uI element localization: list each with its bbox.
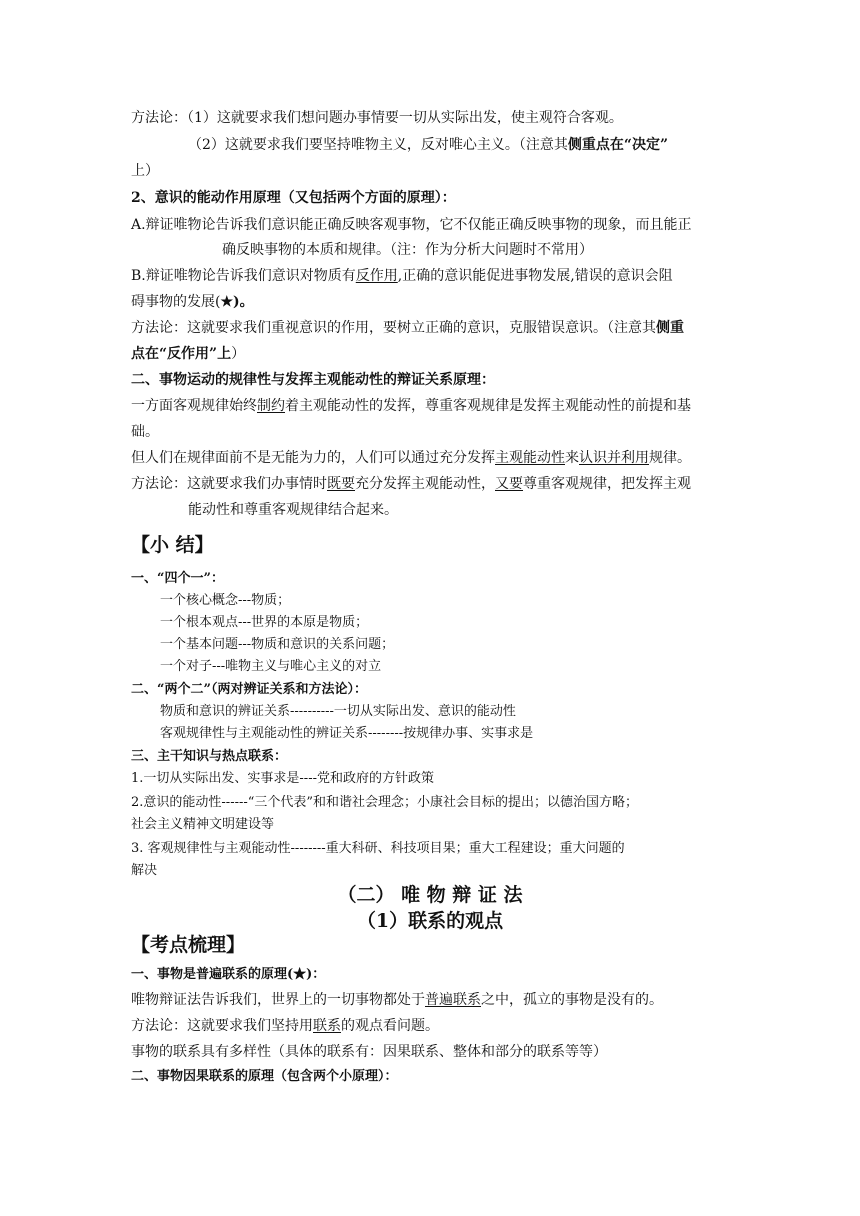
text-span: 又要 — [495, 476, 523, 492]
text-span: 方法论：这就要求我们坚持用 — [131, 1018, 313, 1034]
list-item: 一个基本问题---物质和意识的关系问题； — [160, 637, 395, 652]
methodology-line-1 — [131, 108, 623, 128]
methodology-line-2 — [188, 135, 668, 155]
text-span: 着主观能动性的发挥，尊重客观规律是发挥主观能动性的前提和基 — [285, 398, 691, 414]
star-icon: ★ — [220, 294, 234, 310]
heading-universal-connection: 一、事物是普遍联系的原理(★)： — [131, 967, 326, 982]
underlined-reaction: 反作用 — [355, 268, 398, 284]
list-item: 3. 客观规律性与主观能动性--------重大科研、科技项目果；重大工程建设；重大问题的 — [131, 841, 625, 856]
list-item: 一个对子---唯物主义与唯心主义的对立 — [160, 659, 382, 674]
methodology-text-1: （1）这就要求我们想问题办事情要一切从实际出发，使主观符合客观。 — [187, 110, 623, 126]
text-span: 规律。 — [649, 450, 691, 466]
methodology-label: 方法论： — [131, 110, 187, 126]
text-span: 既要 — [327, 476, 355, 492]
text-span: 侧重 — [656, 320, 684, 336]
list-item: 一个根本观点---世界的本原是物质； — [160, 615, 369, 630]
methodology-law-line-1 — [131, 474, 691, 494]
list-item: 物质和意识的辨证关系----------一切从实际出发、意识的能动性 — [160, 704, 516, 719]
paragraph-law-line-1 — [131, 396, 691, 416]
paragraph-law-line-2: 础。 — [131, 424, 159, 440]
paragraph-diversity: 事物的联系具有多样性（具体的联系有：因果联系、整体和部分的联系等等） — [131, 1044, 607, 1060]
methodology-connection — [131, 1016, 439, 1036]
text-span: 认识并利用 — [579, 450, 649, 466]
text-span: 主观能动性 — [495, 450, 565, 466]
heading-law-and-initiative: 二、事物运动的规律性与发挥主观能动性的辩证关系原理： — [131, 372, 495, 388]
text-span: 方法论：这就要求我们重视意识的作用，要树立正确的意识，克服错误意识。（注意其 — [131, 320, 656, 336]
principle-a-line-2: 确反映事物的本质和规律。（注：作为分析大问题时不常用） — [222, 242, 593, 258]
list-item-continued: 社会主义精神文明建设等 — [131, 817, 275, 832]
text-span: ,正确的意识能促进事物发展,错误的意识会阻 — [397, 268, 673, 284]
principle-b-line-2 — [131, 292, 254, 312]
list-item-continued: 解决 — [131, 863, 158, 878]
heading-causal-connection: 二、事物因果联系的原理（包含两个小原理）： — [131, 1069, 398, 1084]
text-span: 尊重客观规律，把发挥主观 — [523, 476, 691, 492]
paragraph-universal-connection — [131, 990, 663, 1010]
text-span: ） — [231, 346, 246, 362]
methodology-consciousness-line-2 — [131, 344, 245, 364]
text-span: 但人们在规律面前不是无能为力的，人们可以通过充分发挥 — [131, 450, 495, 466]
text-span: 唯物辩证法告诉我们，世界上的一切事物都处于 — [131, 992, 425, 1008]
list-item: 一个核心概念---物质； — [160, 593, 291, 608]
list-item: 客观规律性与主观能动性的辨证关系--------按规律办事、实事求是 — [160, 726, 534, 741]
emphasis-decide: 侧重点在“决定” — [567, 137, 669, 153]
text-span: B.辩证唯物论告诉我们意识对物质有 — [131, 268, 356, 284]
paragraph-initiative — [131, 448, 691, 468]
underlined-restrict: 制约 — [257, 398, 285, 414]
text-span: 碍事物的发展( — [131, 294, 221, 310]
principle-a-line-1: A.辩证唯物论告诉我们意识能正确反映客观事物，它不仅能正确反映事物的现象，而且能正 — [131, 217, 692, 233]
list-item: 1.一切从实际出发、实事求是----党和政府的方针政策 — [131, 771, 434, 786]
summary-title: 【小 结】 — [131, 534, 214, 556]
text-span: 充分发挥主观能动性， — [355, 476, 495, 492]
text-span: 的观点看问题。 — [341, 1018, 439, 1034]
list-item: 2.意识的能动性------“三个代表”和和谐社会理念；小康社会目标的提出；以德治国方略； — [131, 795, 639, 810]
text-span: 来 — [565, 450, 579, 466]
heading-consciousness-principle: 2、意识的能动作用原理（又包括两个方面的原理）： — [131, 190, 456, 206]
methodology-consciousness-line-1 — [131, 318, 684, 338]
text-span: 点在“反作用”上 — [131, 346, 232, 362]
text-span: 普遍联系 — [425, 992, 481, 1008]
summary-heading-four-ones: 一、“四个一”： — [131, 571, 224, 586]
methodology-text-2: （2）这就要求我们要坚持唯物主义，反对唯心主义。（注意其 — [188, 137, 568, 153]
text-span: 联系 — [313, 1018, 341, 1034]
text-span: 方法论：这就要求我们办事情时 — [131, 476, 327, 492]
methodology-line-2-end: 上） — [131, 163, 159, 179]
key-points-title: 【考点梳理】 — [131, 934, 246, 956]
text-span: 之中，孤立的事物是没有的。 — [481, 992, 663, 1008]
text-span: )。 — [233, 294, 254, 310]
summary-heading-two-twos: 二、“两个二”（两对辨证关系和方法论）： — [131, 682, 367, 697]
methodology-law-line-2: 能动性和尊重客观规律结合起来。 — [188, 502, 398, 518]
section-title-dialectics: （二） 唯 物 辩 证 法 — [337, 884, 523, 906]
text-span: 一方面客观规律始终 — [131, 398, 257, 414]
principle-b-line-1 — [131, 266, 673, 286]
section-subtitle-connection: （1）联系的观点 — [356, 910, 504, 932]
summary-heading-hotspots: 三、主干知识与热点联系： — [131, 749, 288, 764]
